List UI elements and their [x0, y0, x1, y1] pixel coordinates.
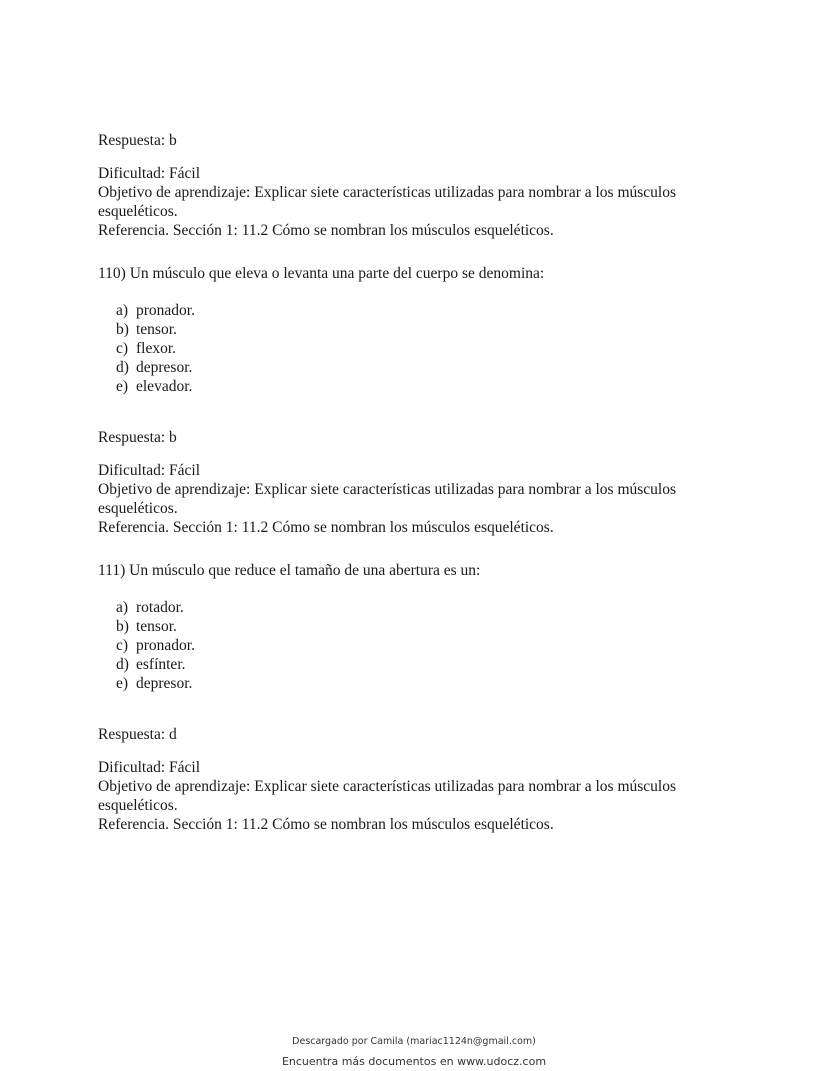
reference-line: Referencia. Sección 1: 11.2 Cómo se nombran los músculos esqueléticos. — [98, 222, 554, 239]
option-e — [116, 377, 738, 396]
option-letter: b) — [116, 618, 129, 635]
option-text: flexor. — [136, 340, 177, 357]
option-d — [116, 655, 738, 674]
option-d — [116, 358, 738, 377]
difficulty-line: Dificultad: Fácil — [98, 759, 201, 776]
answer-line: Respuesta: d — [98, 726, 177, 743]
option-c — [116, 339, 738, 358]
option-text: tensor. — [136, 618, 177, 635]
question-block-111 — [98, 561, 738, 834]
option-letter: b) — [116, 321, 129, 338]
option-text: rotador. — [136, 599, 184, 616]
answer-line: Respuesta: b — [98, 132, 177, 149]
question-block-109 — [98, 131, 738, 240]
option-c — [116, 636, 738, 655]
options-list — [98, 598, 738, 693]
option-text: tensor. — [136, 321, 177, 338]
option-a — [116, 301, 738, 320]
objective-line: Objetivo de aprendizaje: Explicar siete características utilizadas para nombrar a los músculos esqueléticos. — [98, 778, 677, 814]
option-letter: c) — [116, 637, 129, 654]
objective-line: Objetivo de aprendizaje: Explicar siete características utilizadas para nombrar a los músculos esqueléticos. — [98, 481, 677, 517]
question-text: 110) Un músculo que eleva o levanta una parte del cuerpo se denomina: — [98, 265, 545, 282]
option-letter: d) — [116, 656, 129, 673]
option-text: esfínter. — [136, 656, 186, 673]
reference-line: Referencia. Sección 1: 11.2 Cómo se nombran los músculos esqueléticos. — [98, 519, 554, 536]
option-b — [116, 320, 738, 339]
difficulty-line: Dificultad: Fácil — [98, 165, 201, 182]
objective-line: Objetivo de aprendizaje: Explicar siete características utilizadas para nombrar a los músculos esqueléticos. — [98, 184, 677, 220]
option-a — [116, 598, 738, 617]
option-e — [116, 674, 738, 693]
footer-more-documents: Encuentra más documentos en www.udocz.com — [281, 1055, 547, 1068]
option-letter: d) — [116, 359, 129, 376]
option-b — [116, 617, 738, 636]
option-letter: a) — [116, 302, 129, 319]
option-text: pronador. — [136, 302, 195, 319]
document-page — [98, 131, 738, 834]
question-text: 111) Un músculo que reduce el tamaño de una abertura es un: — [98, 562, 481, 579]
answer-line: Respuesta: b — [98, 429, 177, 446]
option-letter: e) — [116, 675, 129, 692]
difficulty-line: Dificultad: Fácil — [98, 462, 201, 479]
option-letter: c) — [116, 340, 129, 357]
options-list — [98, 301, 738, 396]
option-letter: a) — [116, 599, 129, 616]
question-block-110 — [98, 264, 738, 537]
option-text: depresor. — [136, 675, 193, 692]
option-text: elevador. — [136, 378, 193, 395]
option-text: pronador. — [136, 637, 195, 654]
reference-line: Referencia. Sección 1: 11.2 Cómo se nombran los músculos esqueléticos. — [98, 816, 554, 833]
footer-downloaded-by: Descargado por Camila (mariac1124n@gmail.com) — [292, 1036, 536, 1047]
option-text: depresor. — [136, 359, 193, 376]
option-letter: e) — [116, 378, 129, 395]
